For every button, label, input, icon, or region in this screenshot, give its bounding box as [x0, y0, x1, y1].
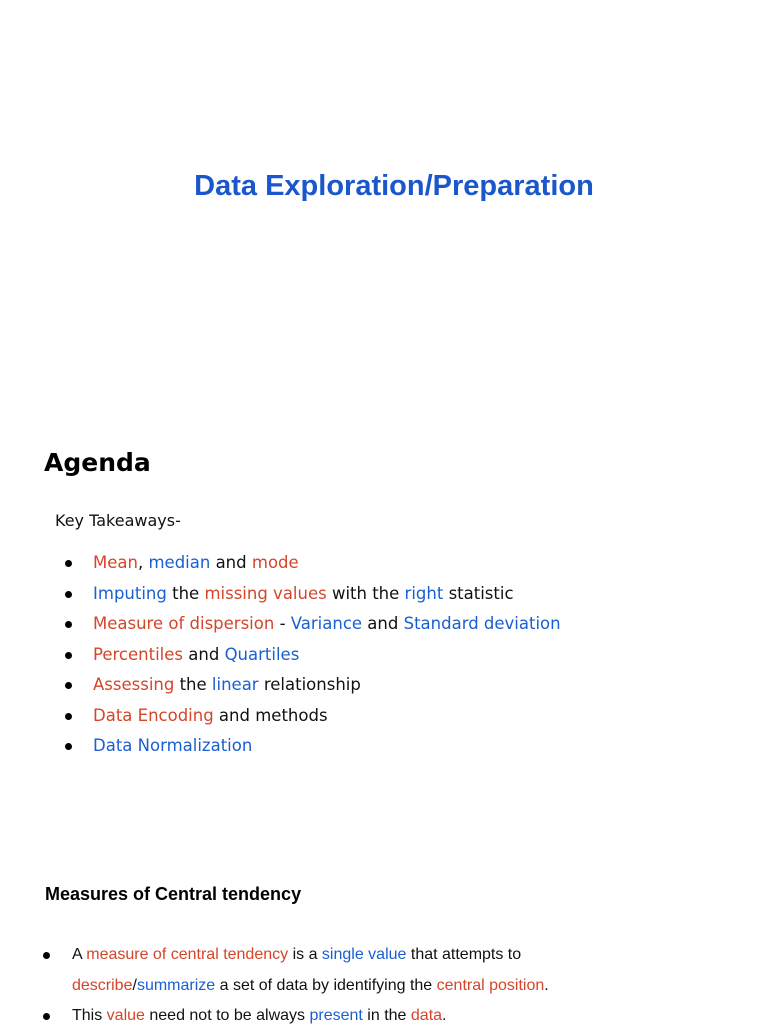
list-item [0, 609, 561, 640]
list-item-text: Data Encoding [93, 705, 214, 725]
central-tendency-heading: Measures of Central tendency [45, 884, 302, 904]
list-item [0, 579, 561, 610]
bullet-icon [65, 682, 72, 689]
list-item-text: Variance [290, 614, 363, 633]
bullet-icon [65, 713, 72, 720]
list-item-text: Percentiles [93, 644, 184, 664]
list-item [0, 548, 561, 579]
list-item [0, 1001, 592, 1032]
list-item-text: is a [288, 946, 322, 963]
bullet-icon [65, 591, 72, 598]
list-item-text: data [410, 1007, 443, 1024]
list-item-text: the [166, 583, 205, 603]
list-item [0, 670, 561, 701]
list-item-text: summarize [136, 976, 216, 994]
list-item-text: with the [326, 583, 405, 603]
central-tendency-list [0, 940, 592, 1032]
list-item-text: Imputing [93, 583, 167, 603]
list-item-text: / [132, 976, 137, 994]
list-item-text: relationship [258, 675, 361, 694]
bullet-icon [65, 652, 72, 659]
list-item-text: need not to be always [144, 1007, 310, 1024]
list-item-text: Assessing [93, 675, 175, 694]
agenda-heading: Agenda [44, 448, 151, 477]
list-item-text: linear [211, 675, 259, 694]
list-item [0, 640, 561, 671]
list-item-text: Mean [93, 553, 138, 572]
list-item-text: right [404, 583, 444, 603]
list-item-text: statistic [443, 583, 514, 603]
bullet-icon [65, 621, 72, 628]
list-item [0, 731, 561, 762]
list-item-text: Standard deviation [403, 614, 561, 633]
list-item-text: value [106, 1007, 145, 1024]
list-item-text: and [210, 553, 252, 572]
list-item-text: . [442, 1007, 447, 1024]
list-item-text: single value [321, 946, 407, 963]
bullet-icon [43, 1013, 50, 1020]
list-item-text: This [72, 1007, 107, 1024]
list-item-text: in the [362, 1007, 411, 1024]
bullet-icon [65, 560, 72, 567]
page-title: Data Exploration/Preparation [194, 170, 594, 202]
list-item-text: measure of central tendency [86, 946, 289, 963]
list-item-text: Data Normalization [93, 736, 253, 755]
list-item [0, 940, 592, 1001]
list-item-text: - [274, 614, 291, 633]
list-item-text: A [72, 946, 87, 963]
list-item-text: present [309, 1007, 363, 1024]
list-item-text: Measure of dispersion [93, 614, 275, 633]
list-item-text: mode [251, 553, 299, 572]
list-item [0, 701, 561, 732]
list-item-text: describe [72, 976, 133, 994]
list-item-text: and [362, 614, 404, 633]
list-item-text: central position [436, 976, 545, 994]
list-item-text: median [148, 553, 211, 572]
list-item-text: Quartiles [224, 644, 300, 664]
list-item-text: missing values [204, 583, 327, 603]
bullet-icon [65, 743, 72, 750]
list-item-text: the [174, 675, 212, 694]
list-item-text: that attempts to [406, 946, 522, 963]
list-item-text: and methods [213, 705, 328, 725]
bullet-icon [43, 952, 50, 959]
list-item-text: , [137, 553, 149, 572]
list-item-text: a set of data by identifying the [215, 976, 437, 994]
key-takeaways-label: Key Takeaways- [55, 511, 181, 530]
list-item-text: . [544, 976, 549, 994]
agenda-list [0, 548, 561, 762]
list-item-text: and [183, 644, 225, 664]
